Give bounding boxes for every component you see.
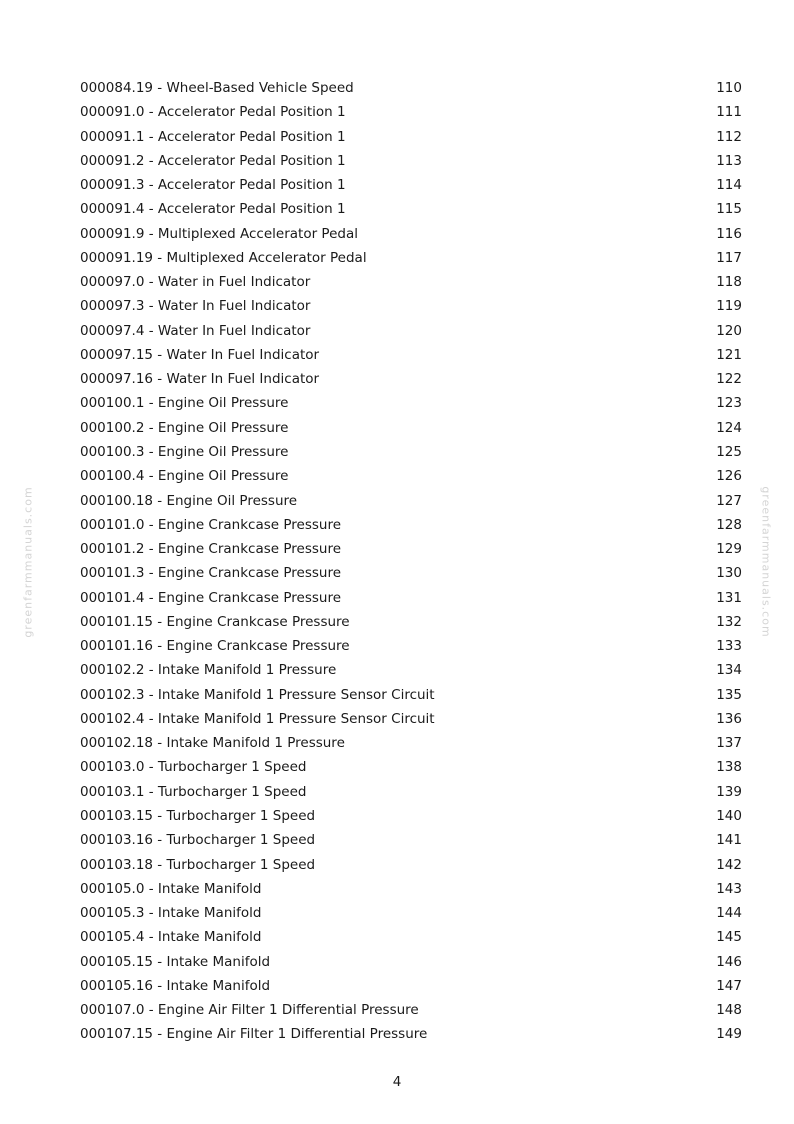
toc-entry-title: 000105.4 - Intake Manifold xyxy=(80,929,262,946)
toc-entry-title: 000097.0 - Water in Fuel Indicator xyxy=(80,274,311,291)
toc-entry[interactable] xyxy=(80,586,742,610)
toc-entry-title: 000102.3 - Intake Manifold 1 Pressure Sensor Circuit xyxy=(80,686,435,703)
toc-entry-page: 147 xyxy=(716,977,742,994)
toc-entry[interactable] xyxy=(80,804,742,828)
toc-entry-title: 000097.3 - Water In Fuel Indicator xyxy=(80,298,311,315)
toc-entry[interactable] xyxy=(80,877,742,901)
toc-entry-page: 138 xyxy=(716,759,742,776)
toc-entry-title: 000103.0 - Turbocharger 1 Speed xyxy=(80,759,307,776)
toc-entry-page: 118 xyxy=(716,274,742,291)
toc-entry-title: 000097.4 - Water In Fuel Indicator xyxy=(80,322,311,339)
toc-entry-page: 129 xyxy=(716,541,742,558)
toc-entry-title: 000101.2 - Engine Crankcase Pressure xyxy=(80,541,342,558)
toc-entry-title: 000084.19 - Wheel-Based Vehicle Speed xyxy=(80,80,354,96)
toc-entry-title: 000101.4 - Engine Crankcase Pressure xyxy=(80,589,342,606)
toc-entry[interactable] xyxy=(80,464,742,488)
toc-entry-title: 000091.0 - Accelerator Pedal Position 1 xyxy=(80,104,346,121)
toc-entry-page: 134 xyxy=(716,662,742,679)
toc-entry-title: 000107.15 - Engine Air Filter 1 Differential Pressure xyxy=(80,1026,428,1043)
toc-entry[interactable] xyxy=(80,440,742,464)
toc-entry-page: 114 xyxy=(716,177,742,194)
toc-entry-page: 133 xyxy=(716,638,742,655)
toc-entry-title: 000091.3 - Accelerator Pedal Position 1 xyxy=(80,177,346,194)
toc-entry-page: 117 xyxy=(716,249,742,266)
toc-entry[interactable] xyxy=(80,391,742,415)
toc-entry[interactable] xyxy=(80,901,742,925)
toc-entry[interactable] xyxy=(80,367,742,391)
toc-entry[interactable] xyxy=(80,246,742,270)
toc-entry-page: 111 xyxy=(716,104,742,121)
toc-entry-page: 131 xyxy=(716,589,742,606)
toc-entry-page: 116 xyxy=(716,225,742,242)
toc-entry-title: 000100.1 - Engine Oil Pressure xyxy=(80,395,289,412)
toc-entry[interactable] xyxy=(80,513,742,537)
toc-entry-page: 126 xyxy=(716,468,742,485)
toc-entry[interactable] xyxy=(80,149,742,173)
toc-entry-title: 000097.16 - Water In Fuel Indicator xyxy=(80,371,320,388)
toc-entry[interactable] xyxy=(80,222,742,246)
toc-entry-page: 119 xyxy=(716,298,742,315)
toc-entry-title: 000091.9 - Multiplexed Accelerator Pedal xyxy=(80,225,358,242)
toc-entry-title: 000101.0 - Engine Crankcase Pressure xyxy=(80,516,342,533)
toc-entry-page: 113 xyxy=(716,152,742,169)
toc-entry-page: 112 xyxy=(716,128,742,145)
toc-entry-page: 130 xyxy=(716,565,742,582)
toc-entry[interactable] xyxy=(80,707,742,731)
toc-entry-title: 000097.15 - Water In Fuel Indicator xyxy=(80,346,320,363)
toc-entry-page: 125 xyxy=(716,443,742,460)
toc-entry-page: 146 xyxy=(716,953,742,970)
toc-entry-title: 000091.19 - Multiplexed Accelerator Pedal xyxy=(80,249,367,266)
toc-entry[interactable] xyxy=(80,974,742,998)
toc-entry-title: 000102.4 - Intake Manifold 1 Pressure Sensor Circuit xyxy=(80,710,435,727)
toc-entry-title: 000091.2 - Accelerator Pedal Position 1 xyxy=(80,152,346,169)
toc-entry[interactable] xyxy=(80,610,742,634)
toc-entry-page: 135 xyxy=(716,686,742,703)
toc-entry[interactable] xyxy=(80,561,742,585)
toc-entry-title: 000105.16 - Intake Manifold xyxy=(80,977,271,994)
toc-entry-page: 128 xyxy=(716,516,742,533)
toc-entry-page: 136 xyxy=(716,710,742,727)
toc-entry-title: 000105.0 - Intake Manifold xyxy=(80,880,262,897)
toc-entry-page: 142 xyxy=(716,856,742,873)
toc-entry[interactable] xyxy=(80,780,742,804)
toc-entry-title: 000103.15 - Turbocharger 1 Speed xyxy=(80,807,316,824)
toc-entry[interactable] xyxy=(80,950,742,974)
toc-entry[interactable] xyxy=(80,658,742,682)
toc-entry[interactable] xyxy=(80,294,742,318)
toc-entry-title: 000100.2 - Engine Oil Pressure xyxy=(80,419,289,436)
toc-entry-page: 127 xyxy=(716,492,742,509)
toc-entry-page: 148 xyxy=(716,1002,742,1019)
toc-entry-title: 000091.1 - Accelerator Pedal Position 1 xyxy=(80,128,346,145)
toc-entry-page: 137 xyxy=(716,735,742,752)
toc-entry-title: 000105.15 - Intake Manifold xyxy=(80,953,271,970)
toc-entry-page: 115 xyxy=(716,201,742,218)
page-number: 4 xyxy=(392,1074,402,1090)
toc-entry-title: 000107.0 - Engine Air Filter 1 Differential Pressure xyxy=(80,1002,419,1019)
toc-entry[interactable] xyxy=(80,755,742,779)
toc-entry-title: 000101.15 - Engine Crankcase Pressure xyxy=(80,613,350,630)
toc-entry-title: 000102.2 - Intake Manifold 1 Pressure xyxy=(80,662,337,679)
toc-entry[interactable] xyxy=(80,828,742,852)
toc-entry-page: 122 xyxy=(716,371,742,388)
toc-entry[interactable] xyxy=(80,1022,742,1046)
toc-entry-title: 000101.3 - Engine Crankcase Pressure xyxy=(80,565,342,582)
toc-entry-page: 143 xyxy=(716,880,742,897)
table-of-contents xyxy=(80,76,742,1047)
toc-entry-page: 141 xyxy=(716,832,742,849)
toc-entry-page: 144 xyxy=(716,905,742,922)
toc-entry[interactable] xyxy=(80,76,742,100)
toc-entry[interactable] xyxy=(80,319,742,343)
toc-entry-title: 000102.18 - Intake Manifold 1 Pressure xyxy=(80,735,345,752)
toc-entry[interactable] xyxy=(80,731,742,755)
watermark-right: greenfarmmanuals.com xyxy=(759,486,773,638)
toc-entry-page: 121 xyxy=(716,346,742,363)
toc-entry-title: 000100.4 - Engine Oil Pressure xyxy=(80,468,289,485)
toc-entry[interactable] xyxy=(80,270,742,294)
toc-entry-title: 000101.16 - Engine Crankcase Pressure xyxy=(80,638,350,655)
toc-entry-page: 124 xyxy=(716,419,742,436)
toc-entry[interactable] xyxy=(80,100,742,124)
toc-entry[interactable] xyxy=(80,173,742,197)
toc-entry-title: 000103.18 - Turbocharger 1 Speed xyxy=(80,856,316,873)
toc-entry[interactable] xyxy=(80,998,742,1022)
toc-entry-title: 000103.1 - Turbocharger 1 Speed xyxy=(80,783,307,800)
toc-entry-page: 145 xyxy=(716,929,742,946)
toc-entry[interactable] xyxy=(80,343,742,367)
toc-entry-title: 000100.18 - Engine Oil Pressure xyxy=(80,492,298,509)
toc-entry-page: 140 xyxy=(716,807,742,824)
toc-entry-title: 000100.3 - Engine Oil Pressure xyxy=(80,443,289,460)
toc-entry[interactable] xyxy=(80,197,742,221)
toc-entry-page: 120 xyxy=(716,322,742,339)
toc-entry-title: 000091.4 - Accelerator Pedal Position 1 xyxy=(80,201,346,218)
toc-entry[interactable] xyxy=(80,634,742,658)
toc-entry-page: 123 xyxy=(716,395,742,412)
toc-entry-page: 139 xyxy=(716,783,742,800)
toc-entry[interactable] xyxy=(80,853,742,877)
watermark-left: greenfarmmanuals.com xyxy=(21,486,35,638)
toc-entry-page: 149 xyxy=(716,1026,742,1043)
toc-entry-title: 000105.3 - Intake Manifold xyxy=(80,905,262,922)
toc-entry-page: 110 xyxy=(716,80,742,96)
toc-entry[interactable] xyxy=(80,683,742,707)
toc-entry-title: 000103.16 - Turbocharger 1 Speed xyxy=(80,832,316,849)
toc-entry[interactable] xyxy=(80,925,742,949)
toc-entry-page: 132 xyxy=(716,613,742,630)
toc-entry[interactable] xyxy=(80,537,742,561)
toc-entry[interactable] xyxy=(80,125,742,149)
toc-entry[interactable] xyxy=(80,416,742,440)
toc-entry[interactable] xyxy=(80,489,742,513)
